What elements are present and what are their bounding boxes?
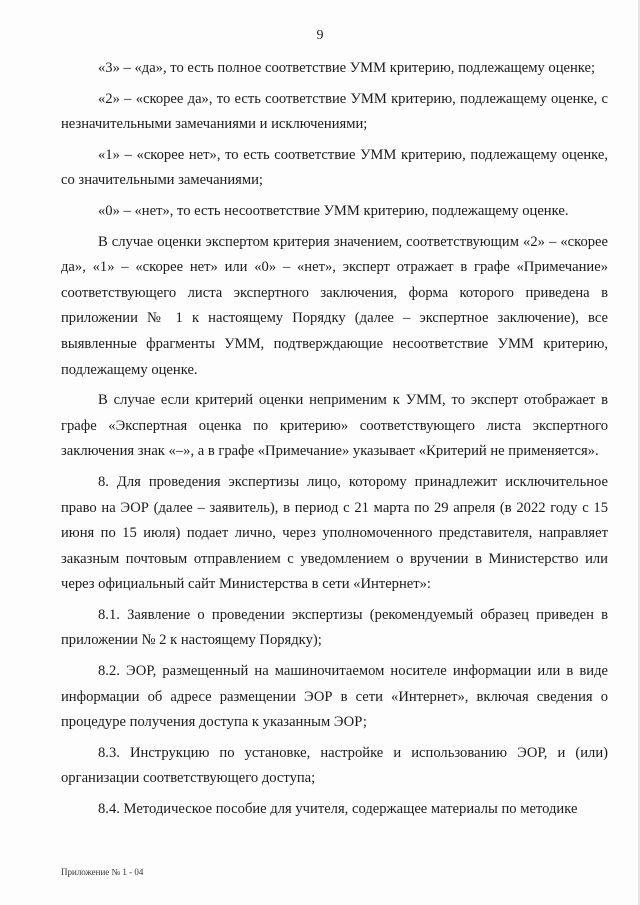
document-body — [61, 56, 608, 823]
paragraph-rating-3: «3» – «да», то есть полное соответствие УММ критерию, подлежащему оценке; — [98, 60, 596, 76]
paragraph-section-8-1: 8.1. Заявление о проведении экспертизы (рекомендуемый образец приведен в приложении № 2 к настоящему Порядку); — [61, 606, 608, 649]
paragraph-section-8: 8. Для проведения экспертизы лицо, которому принадлежит исключительное право на ЭОР (далее – заявитель), в период с 21 марта по 29 апреля (в 2022 году с 15 июня по 15 июля) подает лично, через уполномоченного представителя, направляет заказным почтовым отправлением с уведомлением о вручении в Министерство или через официальный сайт Министерства в сети «Интернет»: — [61, 473, 608, 593]
paragraph-rating-0: «0» – «нет», то есть несоответствие УММ критерию, подлежащему оценке. — [98, 202, 569, 219]
paragraph-section-8-4: 8.4. Методическое пособие для учителя, содержащее материалы по методике — [98, 801, 578, 818]
paragraph-not-applicable: В случае если критерий оценки неприменим к УММ, то эксперт отображает в графе «Экспертная оценка по критерию» соответствующего листа экспертного заключения знак «–», а в графе «Примечание» указывает «Критерий не применяется». — [61, 392, 608, 460]
paragraph-section-8-2: 8.2. ЭОР, размещенный на машиночитаемом носителе информации или в виде информации об адресе размещении ЭОР в сети «Интернет», включая сведения о процедуре получения доступа к указанным ЭОР; — [61, 663, 608, 731]
paragraph-section-8-3: 8.3. Инструкцию по установке, настройке и использованию ЭОР, и (или) организации соответствующего доступа; — [61, 744, 608, 787]
paragraph-rating-1: «1» – «скорее нет», то есть соответствие УММ критерию, подлежащему оценке, со значительными замечаниями; — [61, 146, 608, 189]
paragraph-expert-note: В случае оценки экспертом критерия значением, соответствующим «2» – «скорее да», «1» – «скорее нет» или «0» – «нет», эксперт отражает в графе «Примечание» соответствующего листа экспертного заключения, форма которого приведена в приложении № 1 к настоящему Порядку (далее – экспертное заключение), все выявленные фрагменты УММ, подтверждающие несоответствие УММ критерию, подлежащему оценке. — [61, 233, 608, 378]
page-footer: Приложение № 1 - 04 — [61, 867, 144, 877]
page-number: 9 — [316, 28, 324, 43]
paragraph-rating-2: «2» – «скорее да», то есть соответствие УММ критерию, подлежащему оценке, с незначительными замечаниями и исключениями; — [61, 90, 608, 133]
